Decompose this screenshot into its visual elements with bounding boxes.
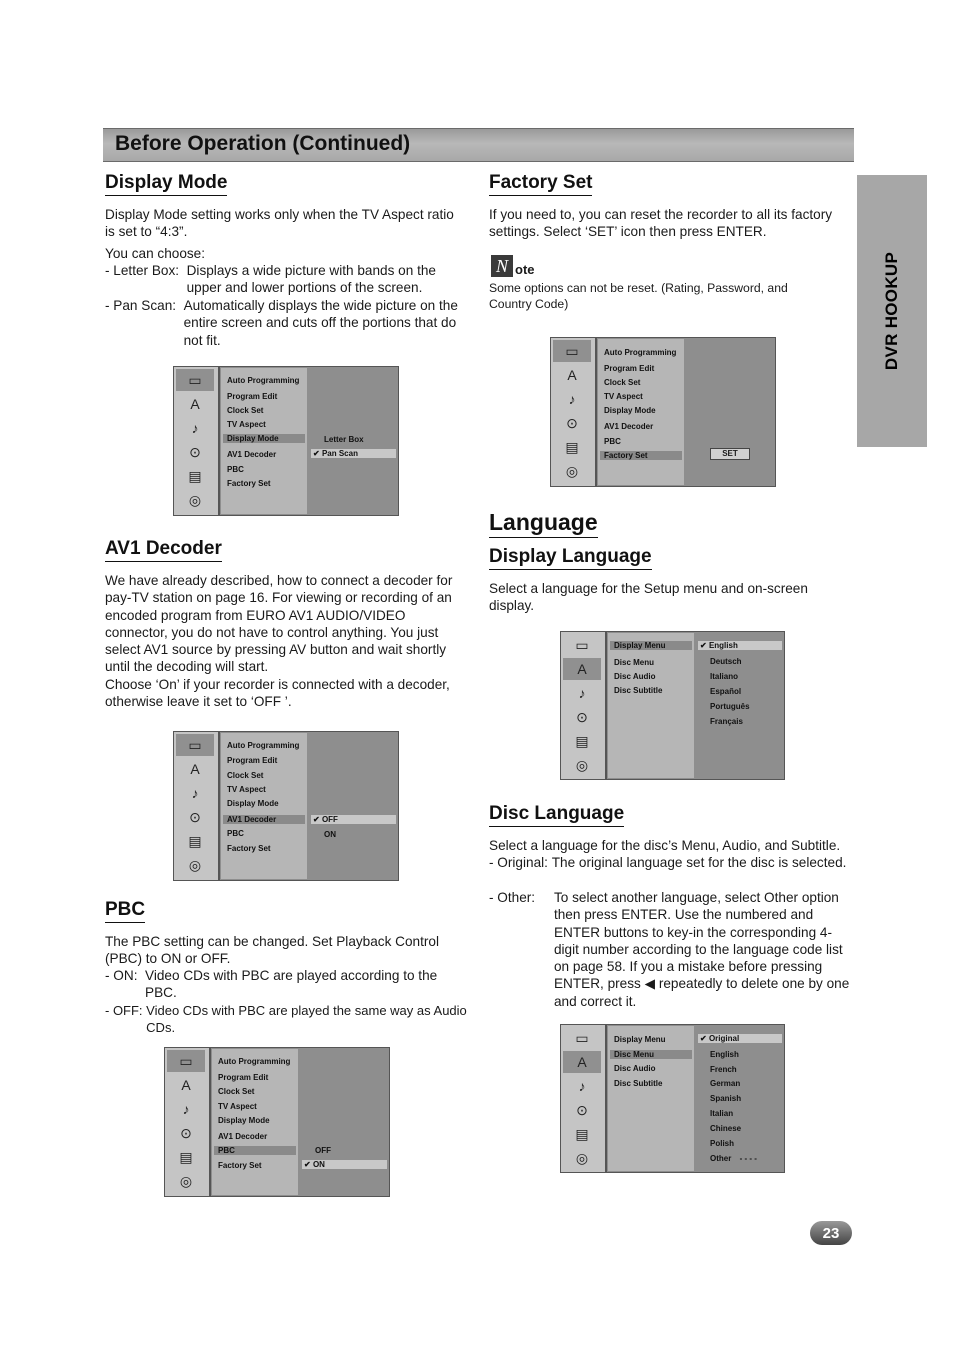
menu-item[interactable]: Auto Programming bbox=[227, 376, 300, 385]
menu-item[interactable]: Auto Programming bbox=[604, 348, 677, 357]
film-icon: ▤ bbox=[188, 467, 202, 484]
pan-scan-item bbox=[105, 297, 465, 349]
menu-item-selected[interactable]: Factory Set bbox=[600, 451, 682, 460]
tv-icon: ▭ bbox=[553, 340, 591, 362]
menu-icon-column bbox=[165, 1048, 211, 1196]
menu-item[interactable]: Auto Programming bbox=[218, 1057, 291, 1066]
letter-box-label: - Letter Box: bbox=[105, 263, 187, 278]
menu-options bbox=[309, 368, 396, 514]
lock-icon: ⊙ bbox=[189, 443, 201, 460]
option-on[interactable]: ON bbox=[324, 830, 336, 839]
menu-item[interactable]: Disc Audio bbox=[614, 1064, 656, 1073]
menu-item[interactable]: Program Edit bbox=[227, 756, 278, 765]
disc-original-label: - Original: bbox=[489, 855, 552, 870]
menu-item[interactable]: AV1 Decoder bbox=[218, 1132, 268, 1141]
menu-icon-column bbox=[561, 632, 607, 779]
language-option[interactable]: Chinese bbox=[710, 1124, 742, 1133]
display-mode-menu bbox=[173, 366, 399, 516]
menu-item[interactable]: Display Mode bbox=[604, 406, 656, 415]
menu-item[interactable]: Clock Set bbox=[227, 771, 264, 780]
display-language-body: Select a language for the Setup menu and on-screen display. bbox=[489, 581, 808, 614]
pan-scan-label: - Pan Scan: bbox=[105, 298, 184, 313]
tv-icon: ▭ bbox=[575, 1029, 589, 1046]
menu-item[interactable]: Disc Subtitle bbox=[614, 1079, 663, 1088]
language-option[interactable]: Español bbox=[710, 687, 742, 696]
language-icon: A bbox=[567, 367, 577, 383]
language-icon: A bbox=[563, 658, 601, 680]
language-option[interactable]: English bbox=[710, 1050, 739, 1059]
av1-decoder-body: We have already described, how to connect a decoder for pay-TV station on page 16. For viewing or recording of an encoded program from EURO AV1 AUDIO/VIDEO connector, you do not have to control anything. You just select AV1 source by pressing AV button and wait shortly until the decoding will start. bbox=[105, 573, 453, 675]
menu-options bbox=[686, 339, 773, 485]
disc-other-text: To select another language, select Other option then press ENTER. Use the numbered and ENTER buttons to key-in the corresponding 4-digit number according to the language code list on page 58. If you a mistake before pressing ENTER, press ◀ repeatedly to delete one by one and correct it. bbox=[553, 890, 850, 1009]
audio-icon: ♪ bbox=[191, 420, 199, 436]
language-icon: A bbox=[181, 1077, 191, 1093]
language-option[interactable]: Deutsch bbox=[710, 657, 742, 666]
menu-icon-column bbox=[174, 732, 220, 880]
menu-item[interactable]: Clock Set bbox=[218, 1087, 255, 1096]
disc-original-text: The original language set for the disc is selected. bbox=[551, 855, 847, 870]
language-option[interactable]: Italian bbox=[710, 1109, 734, 1118]
menu-item[interactable]: Display Mode bbox=[227, 799, 279, 808]
menu-item[interactable]: Disc Menu bbox=[614, 658, 655, 667]
menu-item-selected[interactable]: Disc Menu bbox=[610, 1050, 692, 1059]
menu-item[interactable]: Display Menu bbox=[614, 1035, 666, 1044]
language-icon: A bbox=[190, 396, 200, 412]
av1-decoder-heading: AV1 Decoder bbox=[105, 538, 222, 562]
tv-icon: ▭ bbox=[176, 369, 214, 391]
tv-icon: ▭ bbox=[575, 636, 589, 653]
display-mode-heading: Display Mode bbox=[105, 172, 227, 196]
lock-icon: ⊙ bbox=[180, 1124, 192, 1141]
language-option-other[interactable]: Other - - - - bbox=[710, 1154, 757, 1163]
menu-item[interactable]: Clock Set bbox=[227, 406, 264, 415]
letter-box-item bbox=[105, 262, 465, 297]
language-option[interactable]: French bbox=[710, 1065, 737, 1074]
pan-scan-text: Automatically displays the wide picture on the entire screen and cuts off the portions that do not fit. bbox=[183, 298, 458, 348]
audio-icon: ♪ bbox=[578, 685, 586, 701]
display-mode-choose: You can choose: bbox=[105, 246, 206, 261]
disc-icon: ◎ bbox=[575, 1149, 589, 1166]
menu-options bbox=[300, 1049, 387, 1195]
pbc-off-label: - OFF: bbox=[105, 1003, 147, 1018]
menu-item-selected[interactable]: Display Mode bbox=[223, 434, 305, 443]
disc-other-label: - Other: bbox=[489, 890, 554, 905]
menu-item[interactable]: Program Edit bbox=[218, 1073, 269, 1082]
audio-icon: ♪ bbox=[191, 785, 199, 801]
check-icon: ✔ bbox=[700, 641, 707, 650]
menu-item[interactable]: Program Edit bbox=[227, 392, 278, 401]
menu-item[interactable]: Factory Set bbox=[227, 844, 271, 853]
pbc-on-text: Video CDs with PBC are played according to the PBC. bbox=[145, 968, 438, 1001]
film-icon: ▤ bbox=[179, 1148, 193, 1165]
factory-set-heading: Factory Set bbox=[489, 172, 592, 196]
disc-icon: ◎ bbox=[179, 1172, 193, 1189]
menu-item[interactable]: Program Edit bbox=[604, 364, 655, 373]
film-icon: ▤ bbox=[188, 832, 202, 849]
pbc-body: The PBC setting can be changed. Set Playback Control (PBC) to ON or OFF. bbox=[105, 934, 439, 967]
option-original-selected[interactable]: ✔ Original bbox=[698, 1034, 782, 1043]
factory-set-menu bbox=[550, 337, 776, 487]
lock-icon: ⊙ bbox=[576, 1101, 588, 1118]
check-icon: ✔ bbox=[313, 449, 320, 458]
menu-items bbox=[221, 733, 307, 879]
check-icon: ✔ bbox=[304, 1160, 311, 1169]
option-on-selected[interactable]: ✔ ON bbox=[302, 1160, 387, 1169]
menu-options bbox=[696, 1026, 782, 1171]
section-title-bar bbox=[103, 128, 854, 162]
option-off-selected[interactable]: ✔ OFF bbox=[311, 815, 396, 824]
film-icon: ▤ bbox=[565, 438, 579, 455]
menu-item[interactable]: AV1 Decoder bbox=[604, 422, 654, 431]
option-off[interactable]: OFF bbox=[315, 1146, 331, 1155]
page-title: Before Operation (Continued) bbox=[115, 132, 411, 155]
page-number-badge bbox=[810, 1221, 852, 1245]
disc-icon: ◎ bbox=[565, 462, 579, 479]
display-mode-intro: Display Mode setting works only when the TV Aspect ratio is set to “4:3”. bbox=[105, 207, 454, 240]
pbc-on-label: - ON: bbox=[105, 968, 146, 983]
menu-icon-column bbox=[561, 1025, 607, 1172]
disc-icon: ◎ bbox=[575, 756, 589, 773]
option-pan-scan-selected[interactable]: ✔ Pan Scan bbox=[311, 449, 396, 458]
menu-item[interactable]: Auto Programming bbox=[227, 741, 300, 750]
menu-item-selected[interactable]: Display Menu bbox=[610, 641, 692, 650]
disc-language-menu bbox=[560, 1024, 785, 1173]
menu-item[interactable]: Disc Audio bbox=[614, 672, 656, 681]
audio-icon: ♪ bbox=[182, 1101, 190, 1117]
language-icon: A bbox=[190, 761, 200, 777]
pbc-menu bbox=[164, 1047, 390, 1197]
menu-items bbox=[608, 1026, 694, 1171]
language-option[interactable]: Polish bbox=[710, 1139, 735, 1148]
menu-item-selected[interactable]: PBC bbox=[214, 1146, 296, 1155]
option-letter-box[interactable]: Letter Box bbox=[324, 435, 364, 444]
pbc-off-item bbox=[105, 1002, 467, 1037]
menu-item[interactable]: Disc Subtitle bbox=[614, 686, 663, 695]
menu-item[interactable]: PBC bbox=[227, 829, 244, 838]
menu-item[interactable]: TV Aspect bbox=[227, 420, 266, 429]
menu-items bbox=[598, 339, 684, 485]
language-option[interactable]: Italiano bbox=[710, 672, 739, 681]
menu-item[interactable]: PBC bbox=[604, 437, 621, 446]
pbc-heading: PBC bbox=[105, 899, 145, 923]
menu-items bbox=[608, 633, 694, 778]
language-option[interactable]: Spanish bbox=[710, 1094, 742, 1103]
film-icon: ▤ bbox=[575, 732, 589, 749]
disc-icon: ◎ bbox=[188, 856, 202, 873]
disc-icon: ◎ bbox=[188, 491, 202, 508]
menu-item[interactable]: AV1 Decoder bbox=[227, 450, 277, 459]
menu-item-selected[interactable]: AV1 Decoder bbox=[223, 815, 305, 824]
pbc-off-text: Video CDs with PBC are played the same way as Audio CDs. bbox=[146, 1003, 467, 1036]
check-icon: ✔ bbox=[313, 815, 320, 824]
menu-icon-column bbox=[551, 338, 597, 486]
av1-decoder-body2: Choose ‘On’ if your recorder is connected with a decoder, otherwise leave it set to ‘OFF ’. bbox=[105, 677, 450, 710]
menu-item[interactable]: TV Aspect bbox=[218, 1102, 257, 1111]
disc-language-body: Select a language for the disc’s Menu, Audio, and Subtitle. bbox=[489, 838, 841, 853]
audio-icon: ♪ bbox=[568, 391, 576, 407]
disc-language-heading: Disc Language bbox=[489, 803, 624, 827]
menu-item[interactable]: TV Aspect bbox=[227, 785, 266, 794]
display-language-menu bbox=[560, 631, 785, 780]
audio-icon: ♪ bbox=[578, 1078, 586, 1094]
menu-items bbox=[212, 1049, 298, 1195]
language-option[interactable]: Português bbox=[710, 702, 750, 711]
tv-icon: ▭ bbox=[167, 1050, 205, 1072]
page-number: 23 bbox=[822, 1224, 840, 1242]
menu-item[interactable]: Display Mode bbox=[218, 1116, 270, 1125]
av1-decoder-menu bbox=[173, 731, 399, 881]
side-tab bbox=[857, 175, 927, 447]
option-english-selected[interactable]: ✔ English bbox=[698, 641, 782, 650]
menu-item[interactable]: Factory Set bbox=[218, 1161, 262, 1170]
film-icon: ▤ bbox=[575, 1125, 589, 1142]
menu-item[interactable]: TV Aspect bbox=[604, 392, 643, 401]
set-button[interactable]: SET bbox=[710, 448, 750, 460]
check-icon: ✔ bbox=[700, 1034, 707, 1043]
menu-item[interactable]: Clock Set bbox=[604, 378, 641, 387]
note-label: ote bbox=[515, 262, 535, 277]
note-icon: N bbox=[491, 255, 513, 277]
language-option[interactable]: Français bbox=[710, 717, 743, 726]
display-language-heading: Display Language bbox=[489, 546, 652, 570]
other-code: - - - - bbox=[739, 1154, 757, 1163]
factory-set-body: If you need to, you can reset the recorder to all its factory settings. Select ‘SET’ icon then press ENTER. bbox=[489, 207, 833, 240]
language-heading: Language bbox=[489, 509, 598, 538]
lock-icon: ⊙ bbox=[576, 708, 588, 725]
menu-items bbox=[221, 368, 307, 514]
language-icon: A bbox=[563, 1051, 601, 1073]
language-option[interactable]: German bbox=[710, 1079, 741, 1088]
menu-options bbox=[309, 733, 396, 879]
lock-icon: ⊙ bbox=[566, 414, 578, 431]
lock-icon: ⊙ bbox=[189, 808, 201, 825]
tv-icon: ▭ bbox=[176, 734, 214, 756]
disc-original-item bbox=[489, 854, 853, 871]
note-text: Some options can not be reset. (Rating, Password, and Country Code) bbox=[489, 281, 788, 311]
menu-options bbox=[696, 633, 782, 778]
pbc-on-item bbox=[105, 967, 467, 1002]
side-tab-label: DVR HOOKUP bbox=[882, 251, 901, 371]
menu-item[interactable]: Factory Set bbox=[227, 479, 271, 488]
menu-item[interactable]: PBC bbox=[227, 465, 244, 474]
disc-other-item bbox=[489, 889, 853, 1010]
letter-box-text: Displays a wide picture with bands on the upper and lower portions of the screen. bbox=[186, 263, 436, 296]
menu-icon-column bbox=[174, 367, 220, 515]
